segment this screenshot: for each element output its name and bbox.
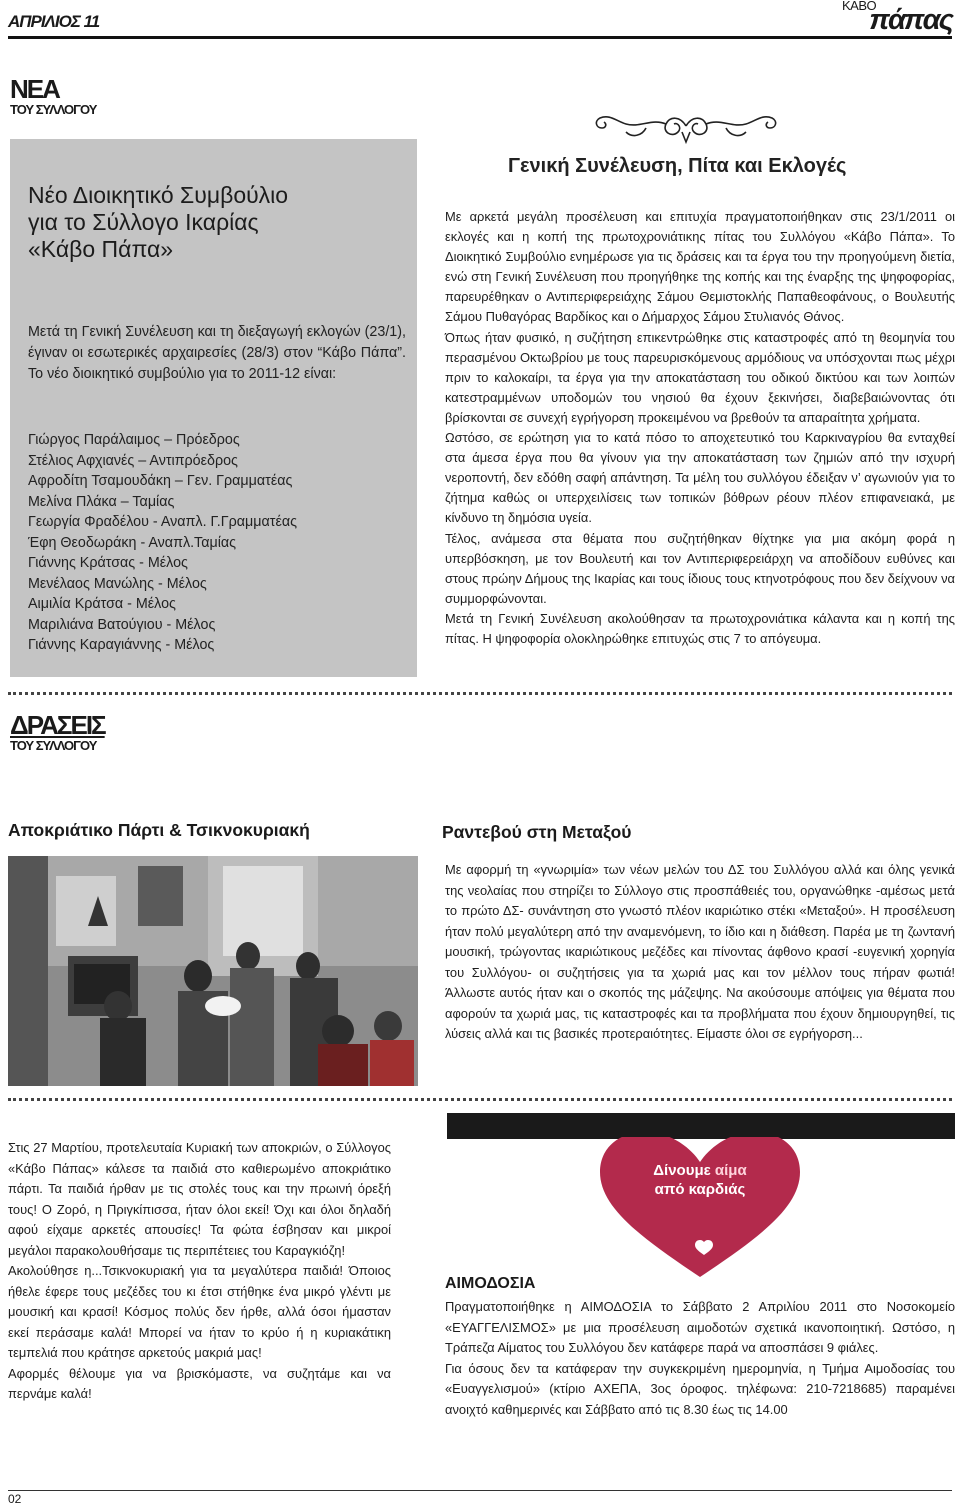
board-title-line: «Κάβο Πάπα» — [28, 236, 174, 262]
board-member: Έφη Θεοδωράκη - Αναπλ.Ταμίας — [28, 534, 237, 551]
board-intro: Μετά τη Γενική Συνέλευση και τη διεξαγωγή εκλογών (23/1), έγιναν οι εσωτερικές αρχαιρεσίες (28/3) στον “Κάβο Πάπα”. Το νέο διοικητικό συμβούλιο για το 2011-12 είναι: — [28, 324, 406, 382]
section-separator — [8, 692, 952, 695]
board-member: Στέλιος Αφχιανές – Αντιπρόεδρος — [28, 452, 238, 469]
board-member: Αφροδίτη Τσαμουδάκη – Γεν. Γραμματέας — [28, 473, 293, 489]
meeting-paragraph: Με αφορμή τη «γνωριμία» των νέων μελών του ΔΣ του Συλλόγου αλλά και όλης γενικά της νεολαίας που στηρίζει το Σύλλογο στις προσπάθειές του, οργανώθηκε -αμέσως μετά το πρώτο ΔΣ- συνάντηση στο γνωστό πλέον ικαριώτικο στέκι «Μεταξού». Η προσέλευση ήταν πολύ μεγαλύτερη από την αναμενόμενη, το ίδιο και η διάθεση. Παρέα με τη ζωντανή μουσική, τρώγοντας ικαριώτικους μεζέδες και πίνοντας άφθονο κρασί -ευγενική χορηγία του Συλλόγου- οι συζητήσεις για τα χωριά μας και τον μέλλον τους πήραν φωτιά! Άλλωστε αυτός ήταν και ο σκοπός της μάζεψης. Να ακούσουμε απόψεις για θέματα που αφορούν τα χωριά μας, τις καταστροφές και τα προβλήματα που έχουν δημιουργηθεί, τις λύσεις αλλά και τις βασικές προτεραιότητες. Είμαστε όλοι σε εγρήγορση... — [445, 862, 955, 1041]
board-members-list — [28, 430, 408, 656]
carnival-paragraph: Ακολούθησε η...Τσικνοκυριακή για τα μεγαλύτερα παιδιά! Όποιος ήθελε έφερε τους μεζέδες του κι έτσι στήθηκε ένα μικρό γλέντι με μουσική και κρασί! Κόσμος πολύς δεν ήρθε, αλλά όσοι ήμασταν εκεί περάσαμε καλά! Μπορεί να ήταν το κρύο ή η κυριακάτικη τεμπελιά που κράτησε αρκετούς μακριά μας! — [8, 1263, 391, 1360]
blood-banner-line — [600, 1161, 800, 1180]
blood-drive-paragraph: Πραγματοποιήθηκε η ΑΙΜΟΔΟΣΙΑ το Σάββατο 2 Απριλίου 2011 στο Νοσοκομείο «ΕΥΑΓΓΕΛΙΣΜΟΣ» με μια προσέλευση αιμοδοτών σχετικά ικανοποιητική. Ωστόσο, η Τράπεζα Αίματος του Συλλόγου δεν κατάφερε παρά να αποσπάσει 9 φιάλες. — [445, 1299, 955, 1355]
header-rule — [8, 36, 952, 39]
ornament-icon — [586, 106, 786, 146]
page-number: 02 — [8, 1492, 22, 1506]
masthead-logo — [842, 0, 952, 34]
logo-small-text: ΚΑΒΟ — [842, 0, 877, 13]
board-title-line: για το Σύλλογο Ικαρίας — [28, 209, 259, 235]
blood-banner — [600, 1137, 800, 1287]
board-member: Αιμιλία Κράτσα - Μέλος — [28, 596, 176, 612]
blood-banner-bar — [447, 1113, 955, 1139]
footer-rule — [8, 1490, 952, 1491]
news-section-label — [10, 76, 96, 117]
carnival-title: Αποκριάτικο Πάρτι & Τσικνοκυριακή — [8, 820, 310, 840]
board-member: Μαριλιάνα Βατούγιου - Μέλος — [28, 616, 216, 633]
board-member: Μελίνα Πλάκα – Ταμίας — [28, 493, 175, 510]
assembly-body — [445, 207, 955, 649]
board-member: Γιώργος Παράλαιμος – Πρόεδρος — [28, 432, 240, 448]
assembly-paragraph: Ωστόσο, σε ερώτηση για το κατά πόσο το αποχετευτικό του Καρκιναγρίου θα ενταχθεί στα άμεσα έργα που θα γίνουν για την αποκατάσταση των ζημιών από την ισχυρή νεροποντή, δεν εδόθη σαφή απάντηση. Τα μέλη του συλλόγου έδειξαν ν’ αγωνιούν για το ζήτημα καθώς οι υπερχειλίσεις των τοπικών βόθρων ρέουν πλέον επιφανειακά, με κίνδυνο τη δημόσια υγεία. — [445, 430, 955, 526]
blood-drive-paragraph: Για όσους δεν τα κατάφεραν την συγκεκριμένη ημερομηνία, η Τμήμα Αιμοδοσίας του «Ευαγγελισμού» (κτίριο ΑΧΕΠΑ, 3ος όροφος. τηλέφωνα: 210-7218685) παραμένει ανοιχτό καθημερινές και Σάββατο από τις 8.30 έως τις 14.00 — [445, 1360, 955, 1417]
meeting-title: Ραντεβού στη Μεταξού — [442, 822, 632, 842]
assembly-paragraph: Με αρκετά μεγάλη προσέλευση και επιτυχία πραγματοποιήθηκαν στις 23/1/2011 οι εκλογές και η κοπή της πρωτοχρονιάτικης πίτας του Συλλόγου «Κάβο Πάπα». Το Διοικητικό Συμβούλιο ενημέρωσε για τις δράσεις και τα έργα του την προηγούμενη διετία, ενώ στη Γενική Συνέλευση που προηγήθηκε της κοπής και της έναρξης της ψηφοφορίας, παρευρέθηκαν ο Αντιπεριφερειάχης Σάμου Θεμιστοκλής Παπαθεοφάνους, ο Βουλευτής Σάμου Πυθαγόρας Βαρδίκος και ο Δήμαρχος Σάμου Στυλιανός Θάνος. — [445, 209, 955, 325]
carnival-paragraph: Στις 27 Μαρτίου, προτελευταία Κυριακή των αποκριών, ο Σύλλογος «Κάβο Πάπας» κάλεσε τα παιδιά στο καθιερωμένο αποκριάτικο πάρτι. Τα παιδιά ήρθαν με τις στολές τους και την πρωινή όρεξή τους! Ο Ζορό, η Πριγκίπισσα, ήταν όλοι εκεί! Όχι και όλοι δηλαδή αφού είχαμε αρκετές απουσίες! Τα φώτα έσβησαν και μικροί μεγάλοι παρακολουθήσαμε τις περιπέτειες του Καραγκιόζη! — [8, 1140, 391, 1258]
carnival-body — [8, 1138, 391, 1405]
news-title: ΝΕΑ — [10, 74, 59, 104]
board-member: Γεωργία Φραδέλου - Αναπλ. Γ.Γραμματέας — [28, 514, 297, 530]
carnival-paragraph: Αφορμές θέλουμε για να βρισκόμαστε, να συζητάμε και να περνάμε καλά! — [8, 1365, 391, 1401]
board-member: Γιάννης Κράτσας - Μέλος — [28, 555, 188, 571]
meeting-body — [445, 860, 955, 1045]
logo-big-text: πάπας — [869, 4, 952, 36]
news-subtitle: ΤΟΥ ΣΥΛΛΟΓΟΥ — [10, 102, 97, 117]
assembly-title: Γενική Συνέλευση, Πίτα και Εκλογές — [508, 155, 847, 177]
board-member: Γιάννης Καραγιάννης - Μέλος — [28, 637, 215, 653]
issue-label: ΑΠΡΙΛΙΟΣ 11 — [8, 12, 100, 31]
actions-subtitle: ΤΟΥ ΣΥΛΛΟΓΟΥ — [10, 738, 97, 753]
blood-drive-title: ΑΙΜΟΔΟΣΙΑ — [445, 1275, 536, 1292]
actions-title: ΔΡΑΣΕΙΣ — [10, 710, 105, 740]
assembly-paragraph: Όπως ήταν φυσικό, η συζήτηση επικεντρώθηκε στις καταστροφές από τη θεομηνία του περασμένου Οκτωβρίου με τους παρευρισκόμενους αρμόδιους να υπόσχονται πως μέχρι πριν το καλοκαίρι, τα έργα για την αποκατάσταση του οδικού δικτύου και των λοιπών κατεστραμμένων υποδομών του νησιού θα έχουν ξεκινήσει, διαβεβαιώνοντας ότι βρίσκονται σε συνεχή εγρήγορση προκειμένου να βρεθούν τα απαραίτητα χρήματα. — [445, 329, 955, 425]
heart-icon — [600, 1137, 800, 1287]
section-separator — [8, 1098, 952, 1101]
actions-section-label — [10, 712, 105, 753]
assembly-paragraph: Τέλος, ανάμεσα στα θέματα που συζητήθηκαν θίχτηκε για μια ακόμη φορά η υπερβόσκηση, με τον Βουλευτή και τον Αντιπεριφερειάρχη να αποδίδουν ευθύνες και στους πρώην Δήμους της Ικαρίας και τους ίδιους τους κτηνοτρόφους που δεν δείχνουν να συμμορφώνονται. — [445, 530, 955, 606]
blood-banner-line: από καρδιάς — [654, 1181, 746, 1198]
board-title — [28, 182, 408, 263]
blood-banner-text — [600, 1161, 800, 1199]
blood-banner-word: Δίνουμε — [653, 1162, 711, 1179]
party-photo — [8, 856, 418, 1086]
blood-banner-word: αίμα — [714, 1162, 747, 1179]
board-title-line: Νέο Διοικητικό Συμβούλιο — [28, 182, 289, 208]
assembly-paragraph: Μετά τη Γενική Συνέλευση ακολούθησαν τα πρωτοχρονιάτικα κάλαντα και η κοπή της πίτας. Η ψηφοφορία ολοκληρώθηκε επιτυχώς στις 7 το απόγευμα. — [445, 610, 955, 646]
blood-drive-body — [445, 1297, 955, 1420]
board-member: Μενέλαος Μανώλης - Μέλος — [28, 575, 207, 592]
